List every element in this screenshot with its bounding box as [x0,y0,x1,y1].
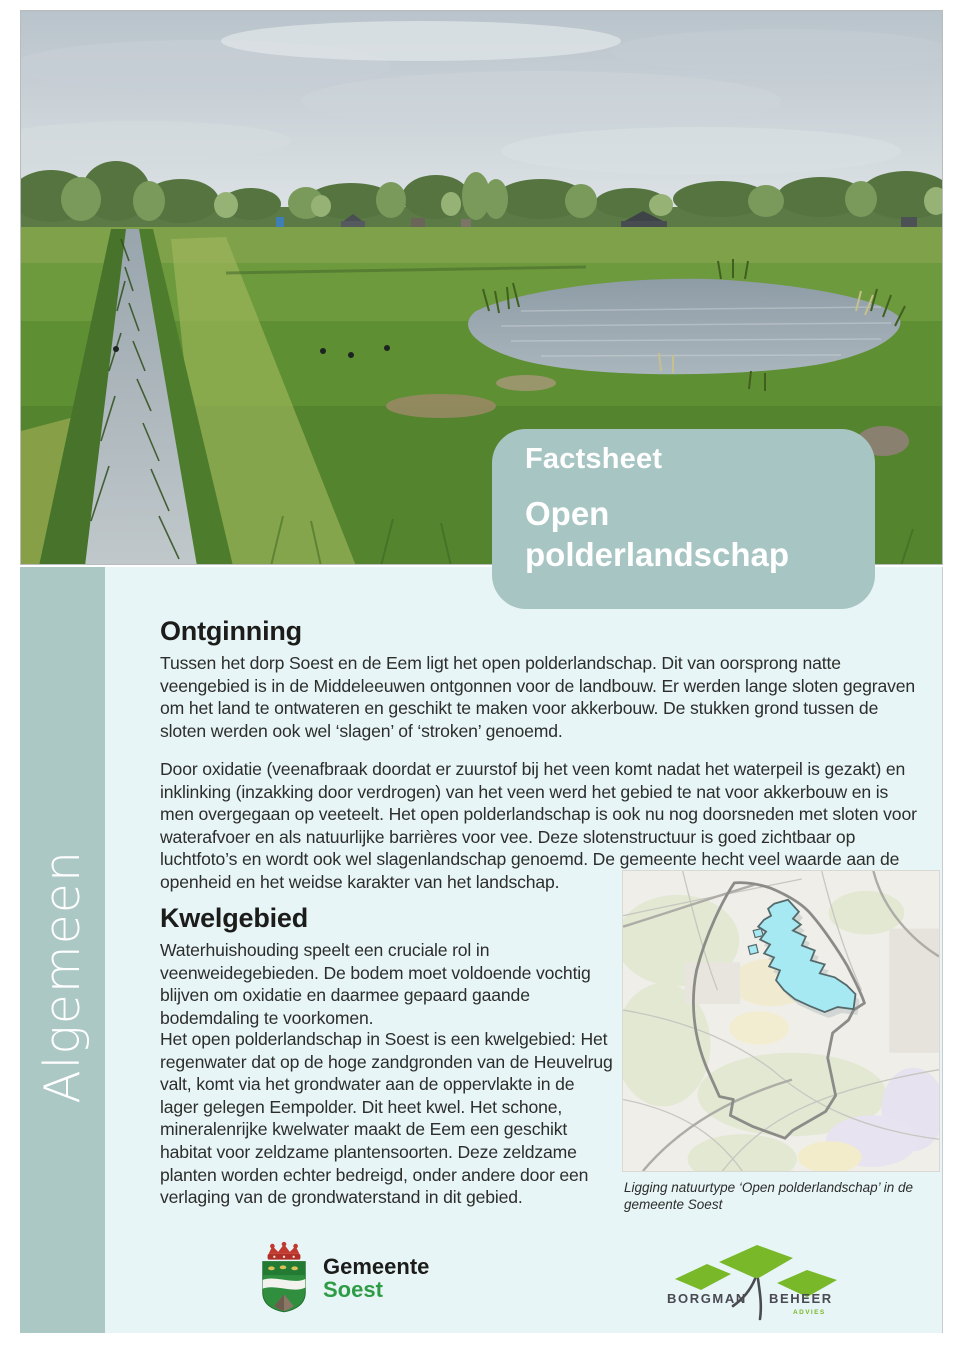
borgman-beheer-logo [665,1235,850,1326]
page-title: Open polderlandschap [525,495,790,573]
sidebar-algemeen [20,567,105,1333]
sidebar-label: Algemeen [34,850,91,1104]
kwelgebied-paragraph-2: Het open polderlandschap in Soest is een kwelgebied: Het regenwater dat op de hoge zandgronden van de Heuvelrug valt, komt via het grondwater aan de oppervlakte in de lager gelegen Eempolder. Dit heet kwel. Het schone, mineralenrijke kwelwater maakt de Eem een geschikt habitat voor zeldzame plantensoorten. Deze zeldzame planten worden echter bedreigd, onder andere door een verlaging van de grondwaterstand in dit gebied. [160,1029,613,1208]
soest-logo-line2: Soest [323,1277,383,1302]
location-map-figure [622,870,942,1213]
soest-logo-line1: Gemeente [323,1254,430,1279]
ontginning-paragraph-1: Tussen het dorp Soest en de Eem ligt het open polderlandschap. Dit van oorsprong natte veengebied is in de Middeleeuwen ontgonnen voor de landbouw. Er werden lange sloten gegraven om het land te ontwateren en geschikt te maken voor akkerbouw. De stukken grond tussen de sloten werden ook wel ‘slagen’ of ‘stroken’ genoemd. [160,653,916,741]
heading-ontginning: Ontginning [160,616,302,646]
ontginning-paragraph-2: Door oxidatie (veenafbraak doordat er zuurstof bij het veen komt nadat het waterpeil is gezakt) en inklinking (inzakking door verdrogen) van het veen werd het gebied te nat voor akkerbouw en is men overgegaan op veeteelt. Het open polderlandschap is ook nu nog doorsneden met sloten voor waterafvoer en als natuurlijke barrières voor vee. Deze slotenstructuur is goed zichtbaar op luchtfoto’s en wordt ook wel slagenlandschap genoemd. De gemeente hecht veel waarde aan de openheid en het weidse karakter van het landschap. [160,759,917,892]
map-caption: Ligging natuurtype ‘Open polderlandschap’ in de gemeente Soest [624,1180,913,1212]
borgman-word: BORGMAN [667,1291,747,1306]
gemeente-soest-logo [255,1241,429,1315]
advies-word: ADVIES [793,1309,826,1316]
borgman-beheer-icon [665,1235,850,1321]
sidebar-label-wrap [20,791,105,1163]
content-area [105,567,943,1333]
heading-kwelgebied: Kwelgebied [160,903,309,933]
beheer-word: BEHEER [769,1291,833,1306]
factsheet-kicker: Factsheet [525,443,663,475]
kwelgebied-paragraph-1: Waterhuishouding speelt een cruciale rol in veenweidegebieden. De bodem moet voldoende vochtig blijven om oxidatie en daarmee gepaard gaande bodemdaling te voorkomen. [160,940,591,1028]
lower-band [20,567,943,1333]
title-card [492,429,875,609]
soest-coat-of-arms-icon [255,1241,313,1315]
soest-location-map [622,870,940,1172]
soest-logo-text [323,1255,429,1301]
